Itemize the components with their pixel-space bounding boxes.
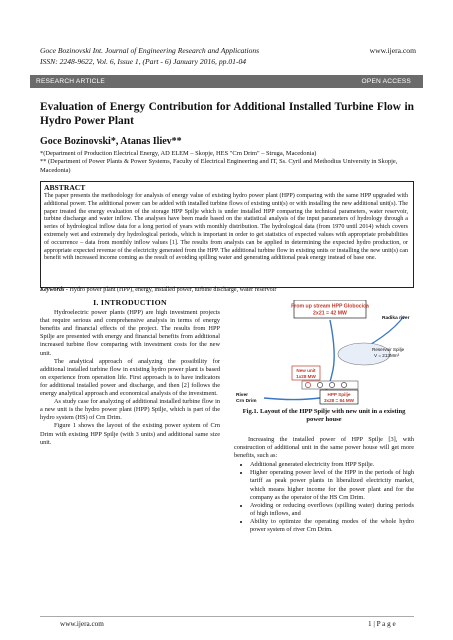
open-access-label: OPEN ACCESS xyxy=(361,77,411,85)
outflow-river-line xyxy=(264,398,320,400)
upstream-hpp-label: From up stream HPP Globocica xyxy=(291,303,369,310)
turbine-1-icon xyxy=(317,382,322,387)
river-name: Crn Drim xyxy=(236,399,257,404)
hpp-spilje-label: HPP Spilje xyxy=(327,392,351,397)
footer-website[interactable]: www.ijera.com xyxy=(60,620,104,628)
right-paragraph-1: Increasing the installed power of HPP Spilje [3], with construction of additional unit in the same power house will get more benefits, such as: xyxy=(234,436,414,460)
journal-header xyxy=(40,46,340,67)
introduction-heading: I. INTRODUCTION xyxy=(93,298,167,307)
turbine-3-icon xyxy=(341,382,346,387)
benefit-item: • Additional generated electricity from HPP Spilje. xyxy=(250,461,414,469)
footer-divider xyxy=(40,616,414,617)
turbine-2-icon xyxy=(329,382,334,387)
affiliation-2: ** (Department of Power Plants & Power Systems, Faculty of Electrical Engineering and IT, Ss. Cyril and Methodius University in Skopje, Macedonia) xyxy=(40,158,398,174)
article-type-bar xyxy=(30,75,423,88)
keywords-label: Keywords xyxy=(40,287,65,293)
hpp-spilje-power: 3x28 = 84 MW xyxy=(323,398,355,403)
benefit-item: • Avoiding or reducing overflows (spilling water) during periods of high inflows, and xyxy=(250,502,414,518)
new-unit-label: New unit xyxy=(296,368,316,373)
reservoir-label: Reservoir Spilje xyxy=(372,347,405,352)
benefits-list xyxy=(234,461,414,534)
benefit-item: • Higher operating power level of the HPP in the periods of high tariff as peak power plants in liberalized electricity market, which means higher income for the power plant and for the company as the operator of the HS Crn Drim. xyxy=(250,469,414,501)
radika-river-label: Radika river xyxy=(382,316,410,321)
affiliations xyxy=(40,150,414,175)
paper-title: Evaluation of Energy Contribution for Additional Installed Turbine Flow in Hydro Power Plant xyxy=(40,101,414,127)
intro-paragraph-1: Hydroelectric power plants (HPP) are high investment projects that require serious and comprehensive analysis in terms of energy benefits and financial effects of the project. The results from HPP Spilje are presented with energy and financial benefits from additional increased turbine flow comparing with investment costs for the new unit. xyxy=(40,309,220,357)
benefit-item: • Ability to optimize the operating modes of the whole hydro power system of river Crn Drim. xyxy=(250,518,414,534)
page-number: 1 | P a g e xyxy=(368,620,396,628)
issn-line: ISSN: 2248-9622, Vol. 6, Issue 1, (Part - 6) January 2016, pp.01-04 xyxy=(40,56,247,66)
intro-paragraph-3: As study case for analyzing of additional installed turbine flow in a new unit is the hydro power plant (HPP) Spilje, which is part of the hydro system (HS) of Crn Drim. xyxy=(40,398,220,422)
turbine-new-icon xyxy=(305,382,310,387)
paper-authors: Goce Bozinovski*, Atanas Iliev** xyxy=(40,136,182,147)
keywords xyxy=(40,287,414,295)
intro-paragraph-4: Figure 1 shows the layout of the existing power system of Crn Drim with existing HPP Spilje (with 3 units) and additional same size unit. xyxy=(40,422,220,446)
introduction-column xyxy=(40,299,220,447)
reservoir-volume: V = 213Mm³ xyxy=(374,353,400,358)
abstract-text: The paper presents the methodology for analysis of energy value of existing hydro power plant (HPP) comparing with the same HPP upgraded with additional power. The additional power can be added with installed turbine flows of existing unit(s) or with installing the new additional unit(s). The paper treated the energy evaluation of the storage HPP Spilje which is under installed HPP comparing the technical parameters, water reservoir, turbine discharge and water inflow. The analyses have been made based on the statistical analysis of the input parameters of hydrology through a series of hydrological inflow data for a long period of years with monthly distribution. The hydrological data (from 1970 until 2014) which covers extremely wet and extremely dry hydrological periods, which is important in order to get statistics of expected values with appropriate probabilities of occurrence – data from monthly inflow values [1]. The results from analysis can be applied in determining the expected hydro production, or appropriate expected revenue of the electricity generated from the HPP. The additional turbine flow in existing units or installing the new unit(s) can benefit with increased income coming as the result of avoiding spilling water and generating additional peak energy instead of base one. xyxy=(44,193,408,262)
header-website[interactable]: www.ijera.com xyxy=(369,46,416,55)
keywords-text: - Hydro power plant (HPP), energy, installed power, turbine discharge, water reservoir xyxy=(64,287,277,293)
hpp-layout-figure xyxy=(234,300,414,405)
upstream-hpp-power: 2x21 = 42 MW xyxy=(313,310,347,317)
intro-paragraph-2: The analytical approach of analyzing the possibility for additional installed turbine flow in existing hydro power plant is based on experience from operation life. First approach is to have indicators for additional installed power and discharge, and then [2] follows the energy analytical approach and economical analysis of the investment. xyxy=(40,357,220,398)
affiliation-1: *(Department of Production Electrical Energy, AD ELEM – Skopje, HES "Crn Drim" – Struga, Macedonia) xyxy=(40,150,317,157)
right-column xyxy=(234,436,414,534)
river-label: River xyxy=(236,393,248,398)
figure-caption: Fig.1. Layout of the HPP Spilje with new unit in a existing power house xyxy=(242,408,406,424)
journal-line: Goce Bozinovski Int. Journal of Engineering Research and Applications xyxy=(40,46,260,55)
research-article-label: RESEARCH ARTICLE xyxy=(36,77,106,85)
new-unit-power: 1x28 MW xyxy=(296,374,316,379)
abstract-heading: ABSTRACT xyxy=(44,183,86,192)
